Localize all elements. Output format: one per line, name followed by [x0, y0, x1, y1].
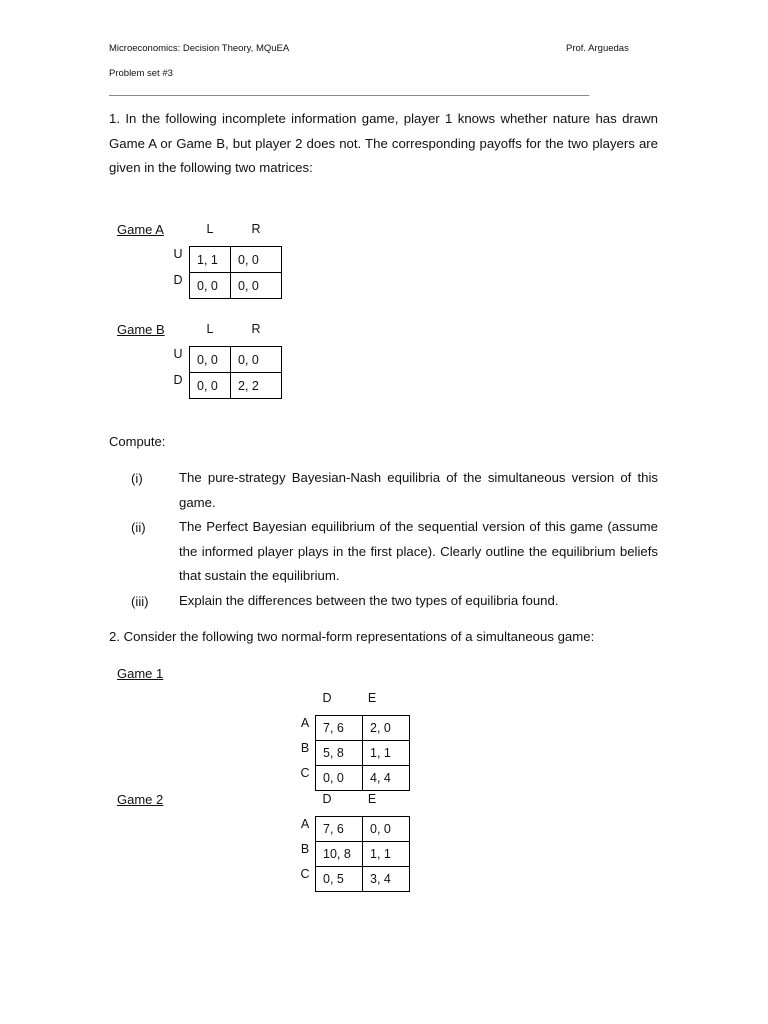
game-a-col-label: R [251, 222, 261, 236]
professor-name: Prof. Arguedas [566, 43, 629, 54]
header-rule: ______________________________________________________________________________________________________ [109, 86, 589, 96]
matrix-cell: 0, 0 [231, 273, 282, 299]
game-2-row-label: B [300, 842, 310, 856]
game-2-row-label: C [300, 867, 310, 881]
game-2-matrix [315, 816, 410, 892]
matrix-cell: 0, 0 [190, 273, 231, 299]
game-1-col-label: D [322, 691, 332, 705]
matrix-cell: 5, 8 [316, 741, 363, 766]
game-1-matrix [315, 715, 410, 791]
game-1-col-label: E [367, 691, 377, 705]
matrix-cell: 1, 1 [363, 842, 410, 867]
game-a-col-label: L [206, 222, 214, 236]
game-2-col-label: D [322, 792, 332, 806]
game-a-title: Game A [117, 222, 164, 237]
matrix-cell: 0, 0 [190, 347, 231, 373]
game-2-title: Game 2 [117, 792, 164, 807]
item-number: (i) [131, 471, 143, 486]
item-text: Explain the differences between the two types of equilibria found. [179, 593, 559, 608]
game-a-row-label: U [173, 247, 183, 261]
matrix-cell: 0, 0 [231, 347, 282, 373]
matrix-cell: 7, 6 [316, 716, 363, 741]
course-title: Microeconomics: Decision Theory, MQuEA [109, 43, 290, 54]
question-1-text: 1. In the following incomplete information game, player 1 knows whether nature has drawn Game A or Game B, but player 2 does not. The corresponding payoffs for the two players are given in the following two matrices: [109, 111, 658, 175]
game-2-col-label: E [367, 792, 377, 806]
matrix-cell: 1, 1 [363, 741, 410, 766]
matrix-cell: 1, 1 [190, 247, 231, 273]
game-2-row-label: A [300, 817, 310, 831]
game-b-matrix [189, 346, 282, 399]
problem-set-label: Problem set #3 [109, 68, 173, 79]
item-number: (iii) [131, 594, 149, 609]
matrix-cell: 0, 0 [190, 373, 231, 399]
game-a-matrix [189, 246, 282, 299]
question-2-text: 2. Consider the following two normal-form representations of a simultaneous game: [109, 629, 595, 644]
game-b-title: Game B [117, 322, 165, 337]
item-text: The pure-strategy Bayesian-Nash equilibria of the simultaneous version of this game. [179, 470, 658, 510]
game-a-row-label: D [173, 273, 183, 287]
matrix-cell: 0, 0 [363, 817, 410, 842]
game-1-row-label: B [300, 741, 310, 755]
matrix-cell: 10, 8 [316, 842, 363, 867]
game-b-row-label: U [173, 347, 183, 361]
game-1-title: Game 1 [117, 666, 164, 681]
matrix-cell: 0, 5 [316, 867, 363, 892]
game-b-col-label: R [251, 322, 261, 336]
matrix-cell: 3, 4 [363, 867, 410, 892]
item-text: The Perfect Bayesian equilibrium of the sequential version of this game (assume the informed player plays in the first place). Clearly outline the equilibrium beliefs that sustain the equilibrium. [179, 519, 658, 583]
game-1-row-label: C [300, 766, 310, 780]
compute-label: Compute: [109, 434, 166, 449]
matrix-cell: 2, 0 [363, 716, 410, 741]
game-1-row-label: A [300, 716, 310, 730]
matrix-cell: 0, 0 [316, 766, 363, 791]
item-number: (ii) [131, 520, 146, 535]
game-b-row-label: D [173, 373, 183, 387]
matrix-cell: 0, 0 [231, 247, 282, 273]
matrix-cell: 4, 4 [363, 766, 410, 791]
matrix-cell: 2, 2 [231, 373, 282, 399]
game-b-col-label: L [206, 322, 214, 336]
matrix-cell: 7, 6 [316, 817, 363, 842]
